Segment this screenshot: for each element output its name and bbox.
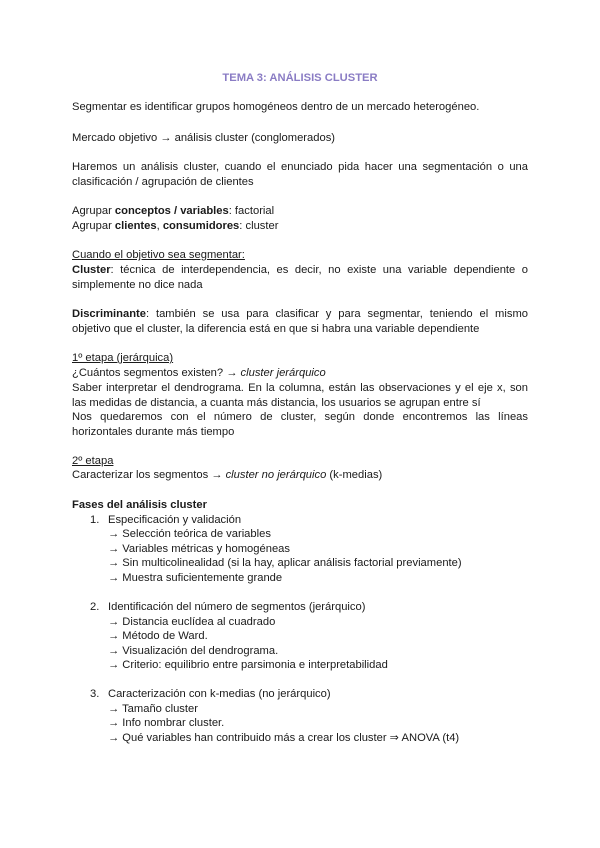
line-agrupar-variables: Agrupar conceptos / variables: factorial	[72, 205, 275, 217]
fase3-sub1: → Tamaño cluster	[108, 703, 198, 715]
fase2-title: Identificación del número de segmentos (jerárquico)	[108, 601, 366, 613]
paragraph-haremos: Haremos un análisis cluster, cuando el enunciado pida hacer una segmentación o una clasificación / agrupación de clientes	[72, 161, 528, 188]
document-title: TEMA 3: ANÁLISIS CLUSTER	[222, 72, 378, 84]
etapa2-text: Caracterizar los segmentos → cluster no jerárquico (k-medias)	[72, 469, 383, 481]
fase1-sub3: → Sin multicolinealidad (si la hay, aplicar análisis factorial previamente)	[108, 557, 462, 569]
etapa1-heading: 1º etapa (jerárquica)	[72, 352, 174, 364]
fase2-sub3: → Visualización del dendrograma.	[108, 645, 279, 657]
fase1-title: Especificación y validación	[108, 514, 242, 526]
fases-heading: Fases del análisis cluster	[72, 499, 207, 511]
fase1-sub1: → Selección teórica de variables	[108, 528, 271, 540]
etapa1-numero-cluster-text: Nos quedaremos con el número de cluster, según donde encontremos las líneas horizontales durante más tiempo	[72, 411, 528, 438]
paragraph-mercado-objetivo: Mercado objetivo → análisis cluster (conglomerados)	[72, 132, 336, 144]
cluster-definition: Cluster: técnica de interdependencia, es decir, no existe una variable dependiente o simplemente no dice nada	[72, 264, 528, 291]
paragraph-segmentar: Segmentar es identificar grupos homogéneos dentro de un mercado heterogéneo.	[72, 101, 480, 113]
line-agrupar-clientes: Agrupar clientes, consumidores: cluster	[72, 220, 279, 232]
fase3-title: Caracterización con k-medias (no jerárquico)	[108, 688, 331, 700]
etapa2-heading: 2º etapa	[72, 455, 114, 467]
fase3-sub3: → Qué variables han contribuido más a crear los cluster ⇒ ANOVA (t4)	[108, 732, 460, 744]
fase1-number: 1.	[90, 514, 100, 526]
discriminante-definition: Discriminante: también se usa para clasificar y para segmentar, teniendo el mismo objetivo que el cluster, la diferencia está en que si habra una variable dependiente	[72, 308, 528, 335]
fase1-sub4: → Muestra suficientemente grande	[108, 572, 283, 584]
fase3-number: 3.	[90, 688, 100, 700]
segmentar-heading: Cuando el objetivo sea segmentar:	[72, 249, 245, 261]
etapa1-dendrograma-text: Saber interpretar el dendrograma. En la columna, están las observaciones y el eje x, son las medidas de distancia, a cuanta más distancia, los usuarios se agrupan entre sí	[72, 382, 528, 409]
fase2-sub4: → Criterio: equilibrio entre parsimonia e interpretabilidad	[108, 659, 388, 671]
fase2-sub2: → Método de Ward.	[108, 630, 208, 642]
fase2-sub1: → Distancia euclídea al cuadrado	[108, 616, 276, 628]
fase1-sub2: → Variables métricas y homogéneas	[108, 543, 290, 555]
etapa1-question: ¿Cuántos segmentos existen? → cluster jerárquico	[72, 367, 326, 379]
fase3-sub2: → Info nombrar cluster.	[108, 717, 225, 729]
fase2-number: 2.	[90, 601, 100, 613]
